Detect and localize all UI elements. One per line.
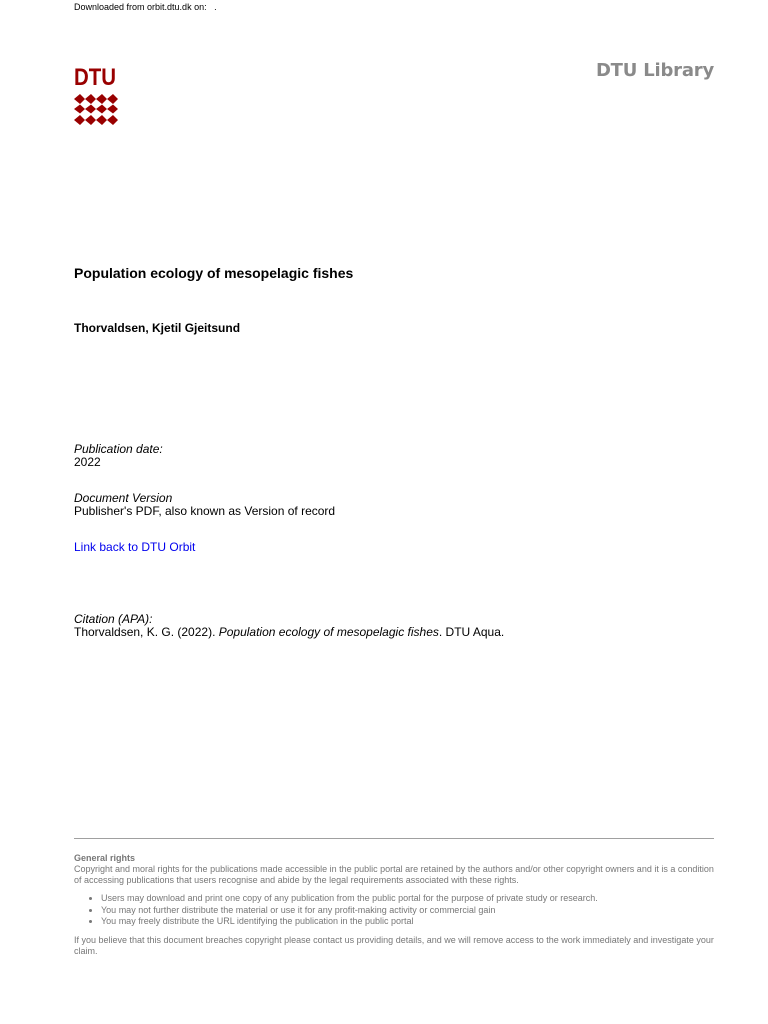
rights-list (74, 893, 719, 928)
list-item: • You may freely distribute the URL identifying the publication in the public portal (101, 916, 719, 928)
divider (74, 838, 714, 839)
publication-date-block (74, 443, 163, 469)
orbit-link[interactable]: Link back to DTU Orbit (74, 540, 196, 554)
citation-prefix: Thorvaldsen, K. G. (2022). (74, 625, 219, 639)
list-item: • You may not further distribute the material or use it for any profit-making activity or commercial gain (101, 905, 719, 917)
citation-text (74, 626, 504, 639)
takedown-notice: If you believe that this document breaches copyright please contact us providing details, and we will remove access to the work immediately and investigate your claim. (74, 934, 714, 956)
document-version-block (74, 492, 335, 518)
citation-suffix: . DTU Aqua. (438, 625, 505, 639)
download-notice: Downloaded from orbit.dtu.dk on: . (74, 2, 217, 12)
logo-text: DTU (74, 64, 116, 91)
publication-author: Thorvaldsen, Kjetil Gjeitsund (74, 321, 241, 335)
general-rights-intro: Copyright and moral rights for the publications made accessible in the public portal are retained by the authors and/or other copyright owners and it is a condition of accessing publications that users recognise and abide by the legal requirements associated with these rights. (74, 864, 714, 885)
publication-date-value: 2022 (74, 455, 101, 469)
general-rights (74, 853, 719, 957)
list-item: • Users may download and print one copy of any publication from the public portal for the purpose of private study or research. (101, 893, 719, 905)
document-version-label: Document Version (74, 491, 173, 505)
citation-block (74, 613, 504, 639)
dtu-library-wordmark: DTU Library (595, 60, 714, 81)
dtu-logo-icon (74, 63, 118, 127)
publication-date-label: Publication date: (74, 442, 163, 456)
document-version-value: Publisher's PDF, also known as Version of record (74, 504, 336, 518)
citation-label: Citation (APA): (74, 612, 153, 626)
dtu-logo (74, 63, 118, 127)
citation-title: Population ecology of mesopelagic fishes (218, 625, 439, 639)
general-rights-heading: General rights (74, 853, 136, 863)
publication-title: Population ecology of mesopelagic fishes (74, 265, 354, 281)
